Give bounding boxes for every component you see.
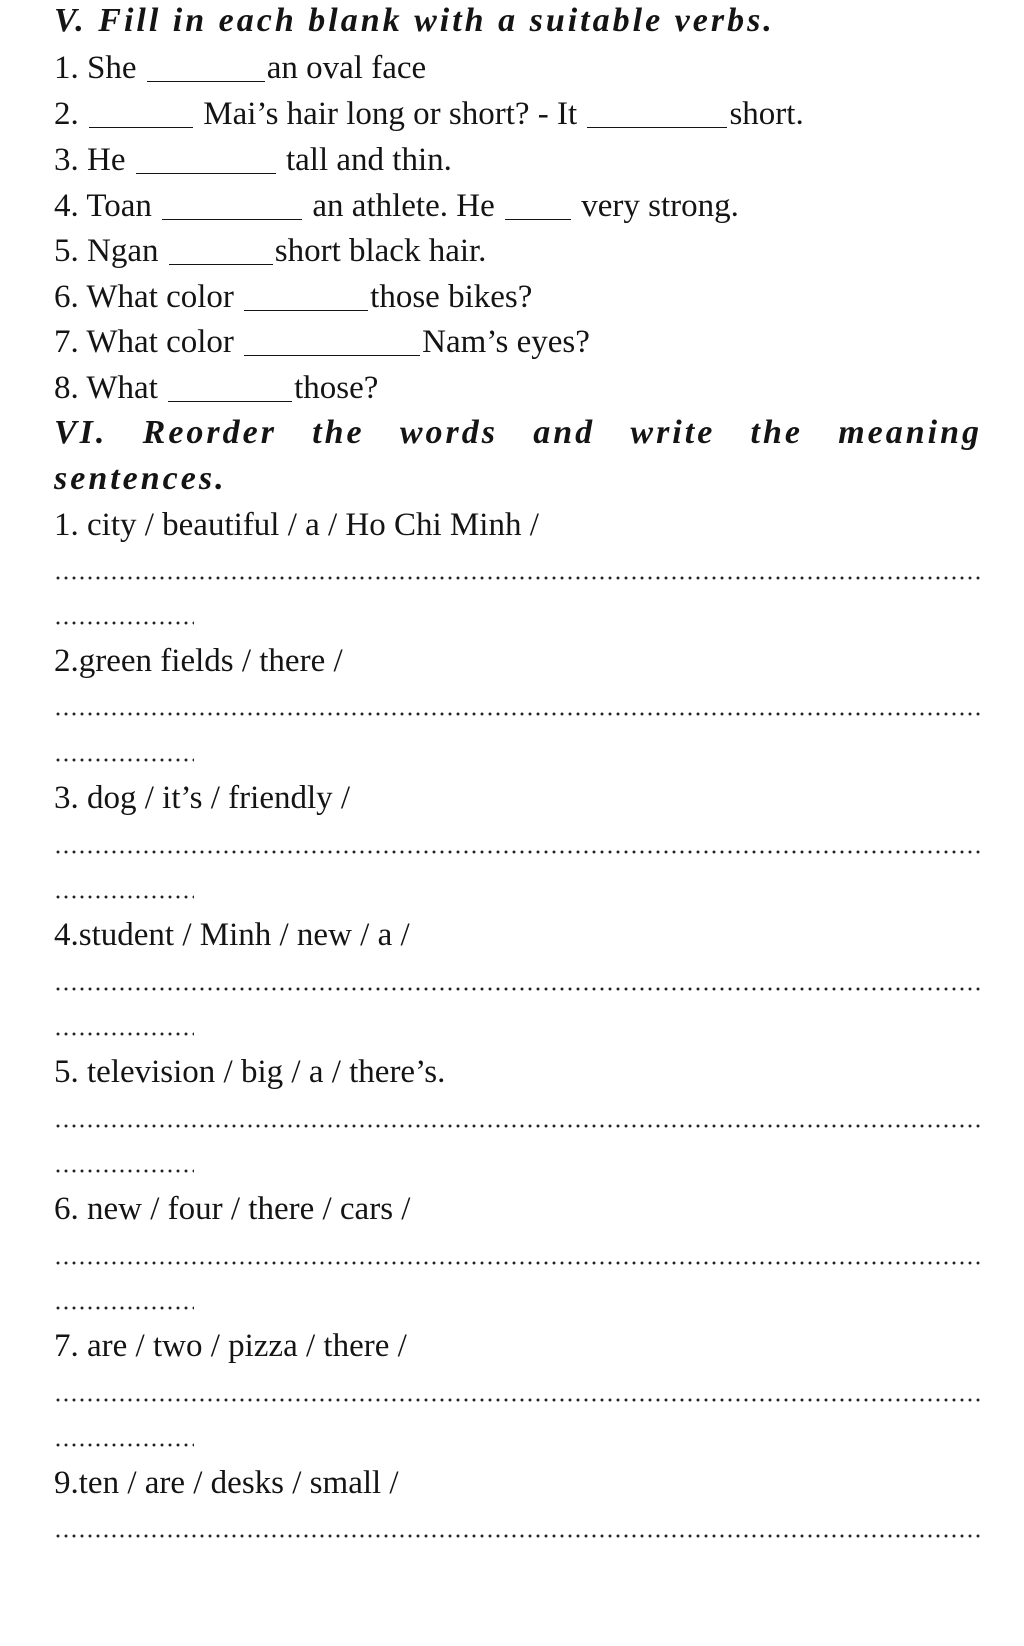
answer-dotted-line[interactable] bbox=[54, 1259, 982, 1267]
answer-blank[interactable] bbox=[244, 325, 420, 356]
item-prefix: 3. He bbox=[54, 142, 126, 178]
item-text: those bikes? bbox=[370, 279, 533, 315]
item-prefix: 8. What bbox=[54, 370, 158, 406]
item-text-end: very strong. bbox=[581, 188, 739, 224]
reorder-item-9: 9.ten / are / desks / small / bbox=[54, 1465, 399, 1501]
fill-item-4 bbox=[54, 186, 739, 226]
item-text: an athlete. He bbox=[312, 188, 495, 224]
answer-blank[interactable] bbox=[89, 97, 193, 128]
answer-dotted-line-end[interactable] bbox=[54, 619, 194, 627]
section-5-title: V. Fill in each blank with a suitable verbs. bbox=[54, 2, 775, 39]
fill-item-3 bbox=[54, 140, 452, 180]
fill-item-2 bbox=[54, 94, 804, 134]
answer-blank[interactable] bbox=[136, 143, 276, 174]
fill-item-7 bbox=[54, 322, 590, 362]
answer-blank[interactable] bbox=[587, 97, 727, 128]
fill-item-8 bbox=[54, 368, 378, 408]
answer-dotted-line-end[interactable] bbox=[54, 1304, 194, 1312]
reorder-item-1: 1. city / beautiful / a / Ho Chi Minh / bbox=[54, 507, 539, 543]
answer-dotted-line-end[interactable] bbox=[54, 1167, 194, 1175]
answer-dotted-line[interactable] bbox=[54, 848, 982, 856]
reorder-item-2: 2.green fields / there / bbox=[54, 643, 343, 679]
fill-item-5 bbox=[54, 231, 486, 271]
item-prefix: 7. What color bbox=[54, 324, 234, 360]
answer-dotted-line[interactable] bbox=[54, 710, 982, 718]
reorder-item-6: 6. new / four / there / cars / bbox=[54, 1191, 411, 1227]
answer-blank[interactable] bbox=[168, 371, 292, 402]
reorder-item-4: 4.student / Minh / new / a / bbox=[54, 917, 410, 953]
item-text: those? bbox=[294, 370, 379, 406]
answer-dotted-line-end[interactable] bbox=[54, 1441, 194, 1449]
item-text: short black hair. bbox=[274, 233, 487, 269]
section-6-title-line-2: sentences. bbox=[54, 460, 227, 497]
answer-blank[interactable] bbox=[505, 189, 571, 220]
answer-dotted-line[interactable] bbox=[54, 1396, 982, 1404]
fill-item-1 bbox=[54, 48, 426, 88]
section-6-title-line-1: VI. Reorder the words and write the meaning bbox=[54, 414, 982, 451]
item-prefix: 1. She bbox=[54, 50, 137, 86]
answer-dotted-line[interactable] bbox=[54, 574, 982, 582]
answer-blank[interactable] bbox=[147, 51, 265, 82]
item-text: Mai’s hair long or short? - It bbox=[203, 96, 578, 132]
item-prefix: 2. bbox=[54, 96, 79, 132]
answer-dotted-line[interactable] bbox=[54, 1532, 982, 1540]
answer-dotted-line-end[interactable] bbox=[54, 756, 194, 764]
item-prefix: 5. Ngan bbox=[54, 233, 159, 269]
fill-item-6 bbox=[54, 277, 532, 317]
answer-dotted-line[interactable] bbox=[54, 985, 982, 993]
answer-blank[interactable] bbox=[169, 234, 273, 265]
answer-dotted-line-end[interactable] bbox=[54, 1030, 194, 1038]
item-text: Nam’s eyes? bbox=[422, 324, 590, 360]
reorder-item-3: 3. dog / it’s / friendly / bbox=[54, 780, 351, 816]
reorder-item-5: 5. television / big / a / there’s. bbox=[54, 1054, 446, 1090]
reorder-item-7: 7. are / two / pizza / there / bbox=[54, 1328, 407, 1364]
item-prefix: 6. What color bbox=[54, 279, 234, 315]
item-text: tall and thin. bbox=[285, 142, 452, 178]
answer-blank[interactable] bbox=[244, 280, 368, 311]
answer-dotted-line[interactable] bbox=[54, 1122, 982, 1130]
answer-dotted-line-end[interactable] bbox=[54, 893, 194, 901]
answer-blank[interactable] bbox=[162, 189, 302, 220]
item-text-end: short. bbox=[729, 96, 804, 132]
item-prefix: 4. Toan bbox=[54, 188, 152, 224]
item-text: an oval face bbox=[266, 50, 427, 86]
